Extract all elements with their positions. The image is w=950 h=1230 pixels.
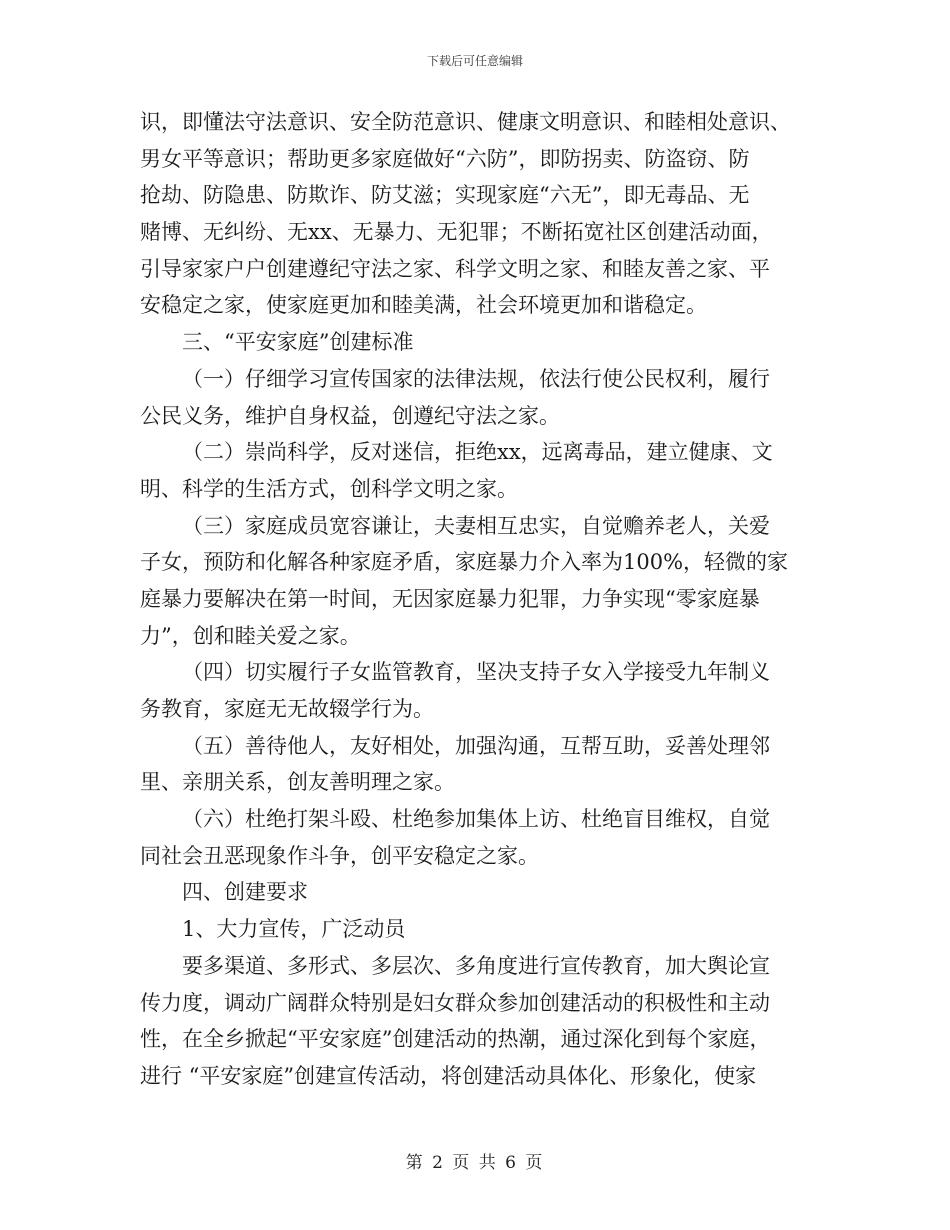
body-line: （四）切实履行子女监管教育，坚决支持子女入学接受九年制义 bbox=[182, 660, 770, 685]
body-line: 明、科学的生活方式，创科学文明之家。 bbox=[140, 476, 518, 501]
body-line: （三）家庭成员宽容谦让，夫妻相互忠实，自觉赡养老人，关爱 bbox=[182, 513, 770, 538]
page-header: 下载后可任意编辑 bbox=[426, 54, 523, 68]
body-line: 安稳定之家，使家庭更加和睦美满，社会环境更加和谐稳定。 bbox=[140, 293, 707, 318]
body-line: （二）崇尚科学，反对迷信，拒绝xx，远离毒品，建立健康、文 bbox=[182, 440, 773, 465]
body-line: （六）杜绝打架斗殴、杜绝参加集体上访、杜绝盲目维权，自觉 bbox=[182, 807, 770, 832]
body-line: 三、“平安家庭”创建标准 bbox=[182, 330, 414, 355]
body-line: 要多渠道、多形式、多层次、多角度进行宣传教育，加大舆论宣 bbox=[182, 953, 770, 978]
body-line: （五）善待他人，友好相处，加强沟通，互帮互助，妥善处理邻 bbox=[182, 733, 770, 758]
body-line: 男女平等意识；帮助更多家庭做好“六防”，即防拐卖、防盗窃、防 bbox=[140, 146, 750, 171]
body-line: 引导家家户户创建遵纪守法之家、科学文明之家、和睦友善之家、平 bbox=[140, 256, 770, 281]
body-line: 务教育，家庭无无故辍学行为。 bbox=[140, 697, 434, 721]
body-line: 同社会丑恶现象作斗争，创平安稳定之家。 bbox=[140, 843, 539, 868]
body-line: 识，即懂法守法意识、安全防范意识、健康文明意识、和睦相处意识、 bbox=[140, 110, 791, 134]
body-line: （一）仔细学习宣传国家的法律法规，依法行使公民权利，履行 bbox=[182, 366, 770, 391]
body-line: 子女，预防和化解各种家庭矛盾，家庭暴力介入率为100%，轻微的家 bbox=[140, 550, 789, 575]
body-line: 1、大力宣传，广泛动员 bbox=[182, 917, 406, 942]
body-line: 抢劫、防隐患、防欺诈、防艾滋；实现家庭“六无”，即无毒品、无 bbox=[140, 183, 750, 208]
page-footer: 第 2 页 共 6 页 bbox=[405, 1153, 545, 1173]
body-line: 力”，创和睦关爱之家。 bbox=[140, 623, 361, 648]
body-line: 庭暴力要解决在第一时间，无因家庭暴力犯罪，力争实现“零家庭暴 bbox=[140, 586, 760, 611]
body-line: 传力度，调动广阔群众特别是妇女群众参加创建活动的积极性和主动 bbox=[140, 990, 770, 1015]
body-line: 进行 “平安家庭”创建宣传活动，将创建活动具体化、形象化，使家 bbox=[140, 1063, 757, 1088]
body-line: 里、亲朋关系，创友善明理之家。 bbox=[140, 770, 455, 795]
document-body bbox=[140, 104, 808, 1095]
body-line: 四、创建要求 bbox=[182, 880, 308, 905]
body-line: 性，在全乡掀起“平安家庭”创建活动的热潮，通过深化到每个家庭， bbox=[140, 1027, 771, 1052]
body-line: 公民义务，维护自身权益，创遵纪守法之家。 bbox=[140, 403, 560, 428]
body-line: 赌博、无纠纷、无xx、无暴力、无犯罪；不断拓宽社区创建活动面， bbox=[140, 220, 773, 245]
